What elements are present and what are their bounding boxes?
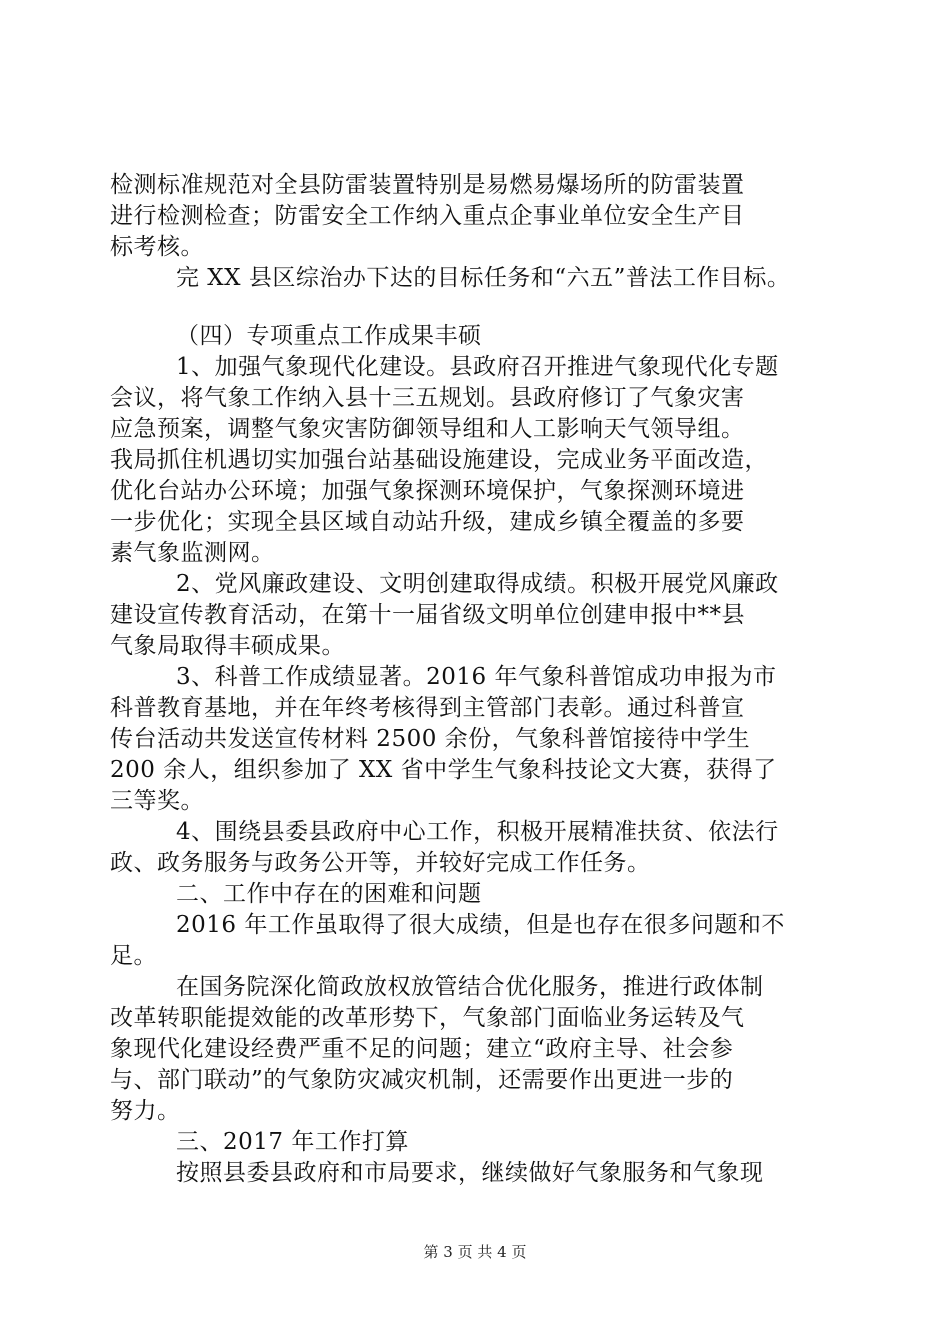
text-line: 2016 年工作虽取得了很大成绩，但是也存在很多问题和不 <box>176 912 785 938</box>
text-line: 进行检测检查；防雷安全工作纳入重点企事业单位安全生产目 <box>110 203 745 229</box>
text-line: 2、党风廉政建设、文明创建取得成绩。积极开展党风廉政 <box>176 571 779 597</box>
text-line: 会议，将气象工作纳入县十三五规划。县政府修订了气象灾害 <box>110 385 745 411</box>
text-line: 素气象监测网。 <box>110 540 275 566</box>
text-line: 应急预案，调整气象灾害防御领导组和人工影响天气领导组。 <box>110 416 745 442</box>
paragraph-gap <box>110 294 845 321</box>
text-line: 按照县委县政府和市局要求，继续做好气象服务和气象现 <box>176 1160 764 1186</box>
text-line: （四）专项重点工作成果丰硕 <box>176 323 482 349</box>
text-line: 1、加强气象现代化建设。县政府召开推进气象现代化专题 <box>176 354 779 380</box>
text-line: 200 余人，组织参加了 XX 省中学生气象科技论文大赛，获得了 <box>110 757 777 783</box>
text-line: 改革转职能提效能的改革形势下，气象部门面临业务运转及气 <box>110 1005 745 1031</box>
text-line: 三等奖。 <box>110 788 204 814</box>
text-line: 4、围绕县委县政府中心工作，积极开展精准扶贫、依法行 <box>176 819 779 845</box>
text-line: 在国务院深化简政放权放管结合优化服务，推进行政体制 <box>176 974 764 1000</box>
document-body <box>110 170 845 1189</box>
text-line: 足。 <box>110 943 157 969</box>
page-footer: 第 3 页 共 4 页 <box>423 1243 527 1261</box>
text-line: 与、部门联动”的气象防灾减灾机制，还需要作出更进一步的 <box>110 1067 734 1093</box>
text-line: 象现代化建设经费严重不足的问题；建立“政府主导、社会参 <box>110 1036 734 1062</box>
text-line: 一步优化；实现全县区域自动站升级，建成乡镇全覆盖的多要 <box>110 509 745 535</box>
text-line: 科普教育基地，并在年终考核得到主管部门表彰。通过科普宣 <box>110 695 745 721</box>
text-line: 优化台站办公环境；加强气象探测环境保护，气象探测环境进 <box>110 478 745 504</box>
text-line: 完 XX 县区综治办下达的目标任务和“六五”普法工作目标。 <box>176 265 791 291</box>
text-line: 3、科普工作成绩显著。2016 年气象科普馆成功申报为市 <box>176 664 777 690</box>
text-line: 努力。 <box>110 1098 181 1124</box>
text-line: 三、2017 年工作打算 <box>176 1129 409 1155</box>
text-line: 政、政务服务与政务公开等，并较好完成工作任务。 <box>110 850 651 876</box>
text-line: 我局抓住机遇切实加强台站基础设施建设，完成业务平面改造， <box>110 447 768 473</box>
text-line: 建设宣传教育活动，在第十一届省级文明单位创建申报中**县 <box>110 602 745 628</box>
text-line: 标考核。 <box>110 234 204 260</box>
text-line: 二、工作中存在的困难和问题 <box>176 881 482 907</box>
text-line: 传台活动共发送宣传材料 2500 余份，气象科普馆接待中学生 <box>110 726 751 752</box>
text-line: 气象局取得丰硕成果。 <box>110 633 345 659</box>
text-line: 检测标准规范对全县防雷装置特别是易燃易爆场所的防雷装置 <box>110 172 745 198</box>
